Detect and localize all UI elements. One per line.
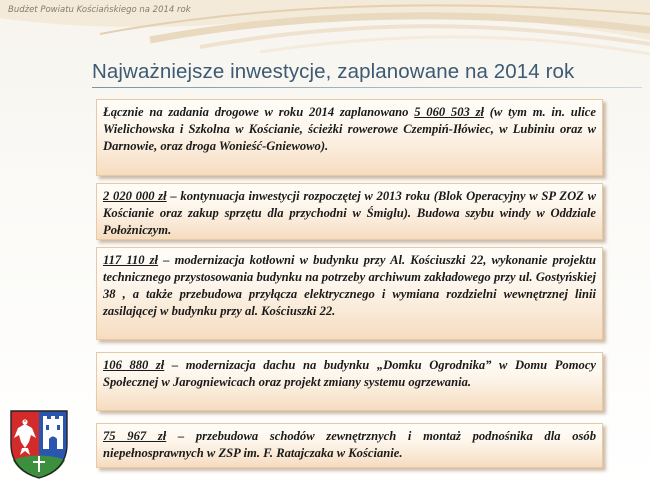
box-amount: 106 880 zł: [103, 358, 165, 372]
coat-of-arms-icon: [8, 408, 70, 484]
investment-box-roof: [96, 352, 603, 411]
box-text-pre: Łącznie na zadania drogowe w roku 2014 zaplanowano: [103, 105, 415, 119]
investment-box-roads: [96, 99, 603, 176]
investment-box-hospital: [96, 183, 603, 240]
box-amount: 117 110 zł: [103, 253, 159, 267]
box-text-post: – przebudowa schodów zewnętrznych i montaż podnośnika dla osób niepełnosprawnych w ZSP im. F. Ratajczaka w Kościanie.: [103, 429, 596, 460]
box-text-post: – modernizacja kotłowni w budynku przy Al. Kościuszki 22, wykonanie projektu technicznego przystosowania budynku na potrzeby archiwum zakładowego przy ul. Gostyńskiej 38 , a także przebudowa przyłącza elektrycznego i wymiana rozdzielni wewnętrznej linii zasilającej w budynku przy al. Kościuszki 22.: [103, 253, 596, 318]
investment-box-stairs: [96, 423, 603, 468]
box-text-post: (w tym m. in. ulice Wielichowska i Szkolna w Kościanie, ścieżki rowerowe Czempiń-Iłówiec, w Lubiniu oraz w Darnowie, oraz droga Wonieść-Gniewowo).: [103, 105, 596, 153]
box-text-post: – modernizacja dachu na budynku „Domku Ogrodnika” w Domu Pomocy Społecznej w Jarogniewicach oraz projekt zmiany systemu ogrzewania.: [103, 358, 596, 389]
header-text: Budżet Powiatu Kościańskiego na 2014 rok: [8, 5, 191, 15]
title-divider: [92, 87, 642, 88]
page-title: Najważniejsze inwestycje, zaplanowane na 2014 rok: [92, 60, 575, 83]
box-amount: 5 060 503 zł: [414, 105, 484, 119]
box-text-post: – kontynuacja inwestycji rozpoczętej w 2013 roku (Blok Operacyjny w SP ZOZ w Kościanie oraz zakup sprzętu dla przychodni w Śmiglu). Budowa szybu windy w Oddziale Położniczym.: [103, 189, 596, 237]
investment-box-boiler-room: [96, 247, 603, 340]
box-amount: 2 020 000 zł: [103, 189, 167, 203]
box-amount: 75 967 zł: [103, 429, 167, 443]
